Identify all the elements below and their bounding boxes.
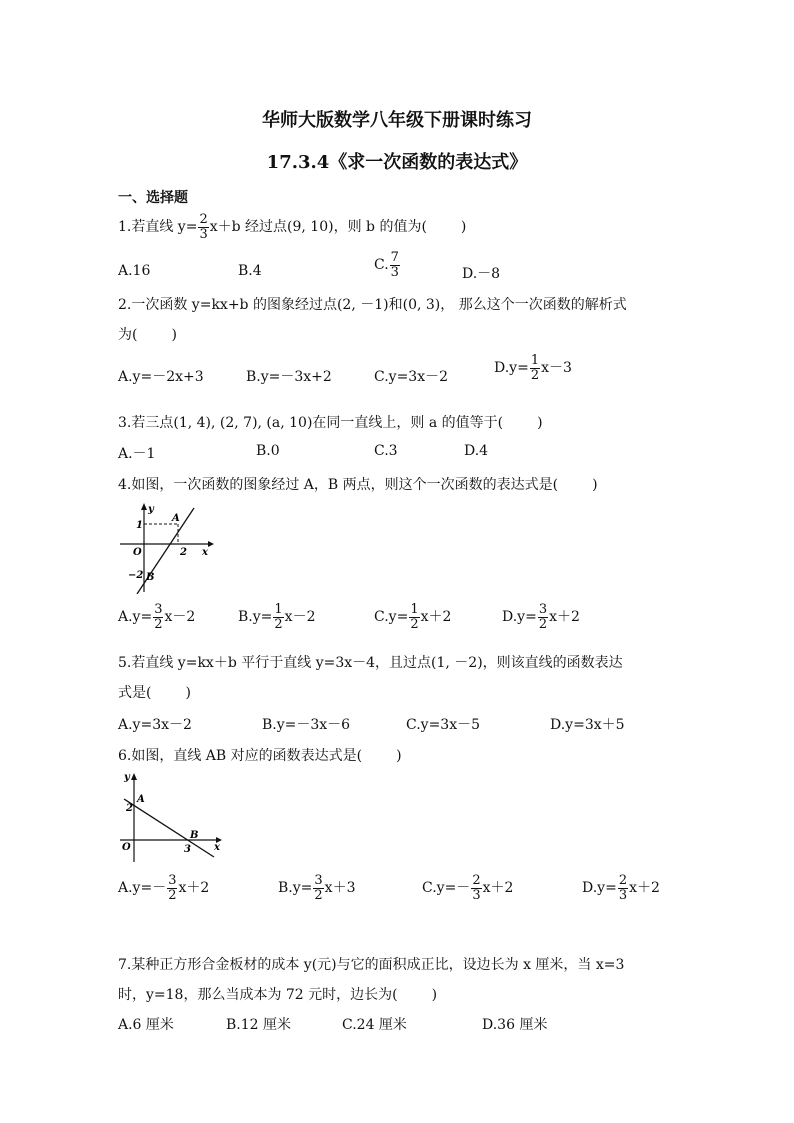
q7-option-b: B.12 厘米 [226,1017,292,1033]
question-4-stem: 4.如图，一次函数的图象经过 A，B 两点，则这个一次函数的表达式是( ) [118,477,598,493]
q1-option-c: C. $\frac{7}{3}$ [374,250,399,280]
page-title: 华师大版数学八年级下册课时练习 [262,110,532,131]
q3-option-d: D.4 [464,443,489,459]
q6-option-c: C.y=－ $\frac{2}{3}$ x＋2 [422,873,514,903]
q1-option-b: B.4 [238,263,262,279]
q5-option-d: D.y=3x＋5 [550,717,625,733]
question-5-stem-line1: 5.若直线 y=kx＋b 平行于直线 y=3x－4，且过点(1, －2)，则该直线的函数表达 [118,655,623,671]
q2-option-c: C.y=3x－2 [374,369,449,385]
q6-option-b: B.y= $\frac{3}{2}$ x＋3 [278,873,356,903]
x-axis-label: x [214,842,220,853]
point-a-label: A [172,513,180,524]
point-a-label: A [137,794,145,805]
page-subtitle: 17.3.4《求一次函数的表达式》 [266,152,528,173]
q4-option-c: C.y= $\frac{1}{2}$ x＋2 [374,602,452,632]
q2-option-b: B.y=－3x+2 [246,369,332,385]
q4-option-b: B.y= $\frac{1}{2}$ x－2 [238,602,316,632]
q4-option-a: A.y= $\frac{3}{2}$ x－2 [118,602,196,632]
point-b-label: B [146,572,155,583]
question-1-stem: 1.若直线 y= $\frac{2}{3}$ x＋b 经过点(9, 10)，则 b 的值为( ) [118,212,467,242]
tick-label-neg: −2 [128,570,144,581]
q7-option-c: C.24 厘米 [342,1017,407,1033]
q7-option-a: A.6 厘米 [118,1017,174,1033]
q4-figure [118,500,218,594]
tick-label-y: 2 [126,803,133,814]
tick-label-x: 3 [184,844,191,855]
q5-option-b: B.y=－3x－6 [262,717,351,733]
q1-option-a: A.16 [118,263,151,279]
q5-option-c: C.y=3x－5 [406,717,481,733]
tick-label-y: 1 [136,520,143,531]
tick-label-x: 2 [180,547,187,558]
origin-label: O [122,842,131,853]
q2-option-d: D.y= $\frac{1}{2}$ x－3 [494,353,572,383]
y-axis-arrow [141,503,147,510]
q7-option-d: D.36 厘米 [482,1017,548,1033]
q2-option-a: A.y=－2x+3 [118,369,204,385]
question-6-stem: 6.如图，直线 AB 对应的函数表达式是( ) [118,748,402,764]
line-ab [124,799,214,857]
q3-option-c: C.3 [374,443,398,459]
y-axis-arrow [131,773,137,780]
x-axis-label: x [202,547,208,558]
origin-label: O [133,547,142,558]
point-b-label: B [190,830,199,841]
q6-figure [118,768,226,864]
q6-option-d: D.y= $\frac{2}{3}$ x＋2 [582,873,660,903]
question-2-stem-line2: 为( ) [118,327,177,343]
fraction: $\frac{2}{3}$ [199,212,208,242]
question-7-stem-line2: 时，y=18，那么当成本为 72 元时，边长为( ) [118,987,438,1003]
x-axis-arrow [208,541,214,547]
question-3-stem: 3.若三点(1, 4), (2, 7), (a, 10)在同一直线上，则 a 的值等于( ) [118,415,543,431]
q6-option-a: A.y=－ $\frac{3}{2}$ x＋2 [118,873,210,903]
question-2-stem-line1: 2.一次函数 y=kx+b 的图象经过点(2, －1)和(0, 3)， 那么这个一次函数的解析式 [118,297,627,313]
q3-option-b: B.0 [256,443,280,459]
q5-option-a: A.y=3x－2 [118,717,192,733]
y-axis-label: y [148,504,154,515]
q1-option-d: D.－8 [462,266,501,282]
q3-option-a: A.－1 [118,446,156,462]
question-7-stem-line1: 7.某种正方形合金板材的成本 y(元)与它的面积成正比，设边长为 x 厘米，当 x=3 [118,957,625,973]
question-5-stem-line2: 式是( ) [118,685,191,701]
q4-option-d: D.y= $\frac{3}{2}$ x＋2 [502,602,580,632]
section-label: 一、选择题 [118,190,188,206]
y-axis-label: y [124,772,130,783]
